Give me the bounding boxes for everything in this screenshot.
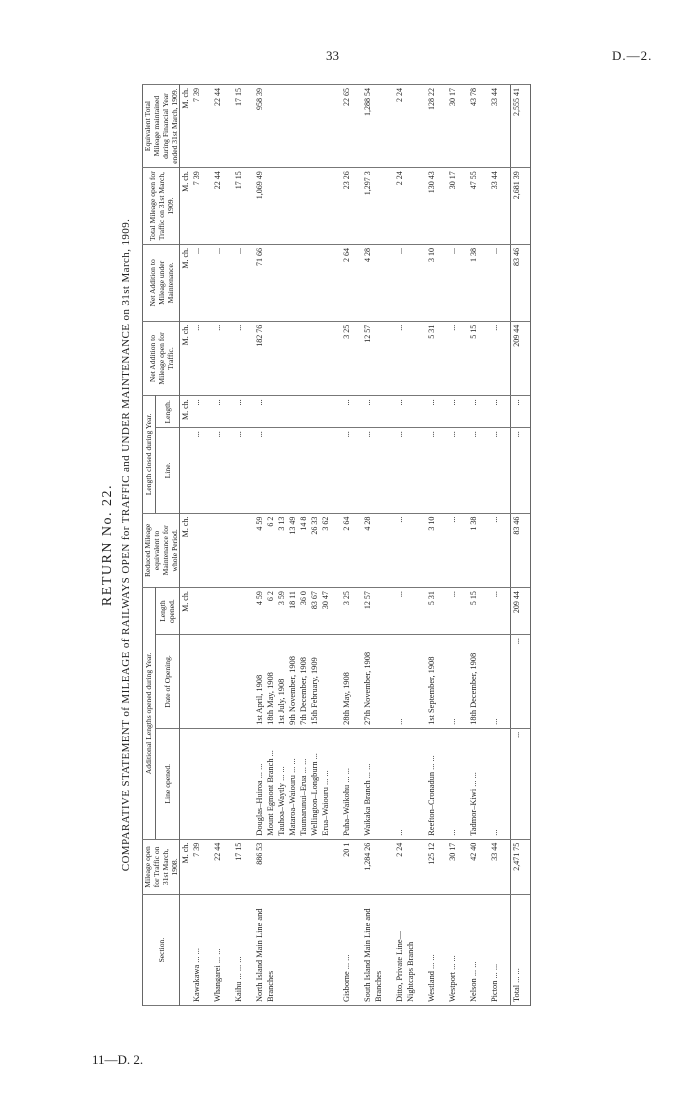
header-total-1909: Total Mileage open for Traffic on 31st March, 1909. — [143, 168, 180, 245]
total-1909: 17 15 — [233, 168, 254, 245]
length-opened-cell — [468, 588, 489, 635]
section-name: Westport ... ... — [448, 955, 457, 1002]
section-name-cell — [489, 895, 510, 1006]
section-name: Westland ... ... — [427, 954, 436, 1002]
mileage-table — [142, 84, 531, 1006]
closed-line: ... — [254, 428, 341, 513]
total-1909: 30 17 — [447, 168, 468, 245]
length-opened-cell — [212, 588, 233, 635]
mileage-1908: 20 1 — [341, 839, 362, 894]
unit-row — [180, 85, 192, 1006]
net-traffic: ... — [191, 321, 212, 396]
closed-line: ... — [489, 428, 510, 513]
line-opened-cell — [254, 728, 341, 839]
line-opened: Wellington–Longburn ... — [310, 753, 319, 836]
length-opened: 36 0 — [299, 591, 308, 606]
line-opened: Tadmor–Kiwi ... ... — [469, 772, 478, 836]
closed-line: ... — [191, 428, 212, 513]
total-net-maintenance: 83 46 — [510, 244, 530, 321]
net-maintenance: 2 64 — [341, 244, 362, 321]
header-closed-length: Length. — [155, 396, 179, 428]
line-opened: Mount Egmont Branch ... — [266, 750, 275, 836]
length-opened: 5 31 — [427, 591, 436, 606]
date-of-opening: 1st April, 1908 — [255, 674, 264, 725]
reduced-mileage: 13 49 — [288, 516, 297, 535]
header-mileage-1908: Mileage open for Traffic on 31st March, 1908. — [143, 839, 180, 894]
length-opened: 12 57 — [363, 591, 372, 610]
equivalent-mileage: 128 22 — [426, 85, 447, 168]
reduced-mileage-cell — [191, 513, 212, 588]
date-of-opening: 18th May, 1908 — [266, 672, 275, 725]
closed-length: ... — [191, 396, 212, 428]
total-1909: 7 39 — [191, 168, 212, 245]
section-name-cell — [468, 895, 489, 1006]
line-opened: Mataroa–Waiouru ... ... — [288, 758, 297, 836]
reduced-mileage-cell — [362, 513, 394, 588]
length-opened: 5 15 — [469, 591, 478, 606]
length-opened: 30 47 — [321, 591, 330, 610]
closed-line: ... — [212, 428, 233, 513]
reduced-mileage: ... — [490, 516, 499, 523]
mileage-1908: 2 24 — [394, 839, 426, 894]
line-opened: Tauhoa–Waytly ... ... — [277, 766, 286, 836]
unit-label: M. ch. — [180, 244, 192, 321]
table-row — [233, 85, 254, 1006]
reduced-mileage: ... — [395, 516, 404, 523]
line-opened: ... — [395, 829, 404, 836]
header-section: Section. — [143, 895, 180, 1006]
closed-line: ... — [233, 428, 254, 513]
header-date-of-opening: Date of Opening. — [155, 635, 179, 729]
length-opened: 3 59 — [277, 591, 286, 606]
section-name-cell — [341, 895, 362, 1006]
equivalent-mileage: 1,288 54 — [362, 85, 394, 168]
reduced-mileage: 26 33 — [310, 516, 319, 535]
net-maintenance: 71 66 — [254, 244, 341, 321]
section-name-cell — [254, 895, 341, 1006]
date-of-opening: ... — [448, 718, 457, 725]
reduced-mileage-cell — [212, 513, 233, 588]
line-opened-cell — [212, 728, 233, 839]
header-closed: Length closed during Year. — [143, 396, 156, 513]
total-equivalent: 2,555 41 — [510, 85, 530, 168]
date-of-opening: 9th November, 1908 — [288, 656, 297, 725]
line-opened-cell — [233, 728, 254, 839]
section-name: Kawakawa ... ... — [192, 948, 201, 1002]
length-opened-cell — [394, 588, 426, 635]
unit-label: M. ch. — [180, 588, 192, 635]
line-opened-cell — [394, 728, 426, 839]
reduced-mileage-cell — [394, 513, 426, 588]
date-of-opening: 7th December, 1908 — [299, 657, 308, 725]
date-of-opening: 27th November, 1908 — [363, 651, 372, 725]
date-of-opening-cell — [426, 635, 447, 729]
date-of-opening-cell — [468, 635, 489, 729]
section-name: Branches — [266, 970, 275, 1002]
net-maintenance: 4 28 — [362, 244, 394, 321]
date-of-opening-cell — [394, 635, 426, 729]
reduced-mileage: 3 10 — [427, 516, 436, 531]
header-net-traffic: Net Addition to Mileage open for Traffic. — [143, 321, 180, 396]
closed-length: ... — [233, 396, 254, 428]
reduced-mileage-cell — [426, 513, 447, 588]
length-opened-cell — [447, 588, 468, 635]
date-of-opening: 1st September, 1908 — [427, 656, 436, 725]
total-net-traffic: 209 44 — [510, 321, 530, 396]
mileage-1908: 125 12 — [426, 839, 447, 894]
closed-line: ... — [362, 428, 394, 513]
equivalent-mileage: 22 65 — [341, 85, 362, 168]
section-name: North Island Main Line and — [255, 908, 264, 1002]
reduced-mileage: 3 62 — [321, 516, 330, 531]
closed-line: ... — [447, 428, 468, 513]
total-line: ... — [510, 728, 530, 839]
total-1909: 2,681 39 — [510, 168, 530, 245]
closed-length: ... — [468, 396, 489, 428]
line-opened-cell — [489, 728, 510, 839]
line-opened-cell — [341, 728, 362, 839]
net-maintenance: ... — [489, 244, 510, 321]
section-name: Nightcaps Branch — [406, 941, 415, 1002]
length-opened-cell — [233, 588, 254, 635]
line-opened-cell — [426, 728, 447, 839]
date-of-opening: 18th December, 1908 — [469, 652, 478, 725]
net-maintenance: ... — [394, 244, 426, 321]
header-net-maintenance: Net Addition to Mileage under Maintenance. — [143, 244, 180, 321]
mileage-1908: 30 17 — [447, 839, 468, 894]
date-of-opening-cell — [447, 635, 468, 729]
page-number: 33 — [326, 48, 339, 63]
unit-label: M. ch. — [180, 168, 192, 245]
closed-length: ... — [362, 396, 394, 428]
closed-length: ... — [426, 396, 447, 428]
date-of-opening: ... — [395, 718, 404, 725]
net-traffic: 5 31 — [426, 321, 447, 396]
mileage-1908: 42 40 — [468, 839, 489, 894]
statement-title: COMPARATIVE STATEMENT of MILEAGE of RAILWAYS OPEN for TRAFFIC and UNDER MAINTENANCE on 31st March, 1909. — [120, 218, 132, 872]
section-name-cell — [426, 895, 447, 1006]
header-line-opened: Line opened. — [155, 728, 179, 839]
line-opened-cell — [191, 728, 212, 839]
length-opened: ... — [490, 591, 499, 598]
date-of-opening-cell — [254, 635, 341, 729]
date-of-opening-cell — [341, 635, 362, 729]
header-reduced: Reduced Mileage equivalent to Maintenance for whole Period. — [143, 513, 180, 588]
reduced-mileage-cell — [447, 513, 468, 588]
length-opened: ... — [395, 591, 404, 598]
closed-length: ... — [447, 396, 468, 428]
total-1909: 130 43 — [426, 168, 447, 245]
length-opened-cell — [191, 588, 212, 635]
line-opened: ... — [448, 829, 457, 836]
total-1909: 23 26 — [341, 168, 362, 245]
unit-label: M. ch. — [180, 321, 192, 396]
net-maintenance: 1 38 — [468, 244, 489, 321]
section-name-cell — [212, 895, 233, 1006]
date-of-opening: 1st July, 1908 — [277, 678, 286, 725]
line-opened-cell — [447, 728, 468, 839]
length-opened-cell — [362, 588, 394, 635]
section-name: Branches — [374, 970, 383, 1002]
section-name-cell — [233, 895, 254, 1006]
footer-code: 11—D. 2. — [92, 1052, 144, 1067]
total-closed-length: ... — [510, 396, 530, 428]
total-1909: 33 44 — [489, 168, 510, 245]
reduced-mileage: 14 8 — [299, 516, 308, 531]
total-row — [510, 85, 530, 1006]
net-traffic: 182 76 — [254, 321, 341, 396]
total-mileage-1908: 2,471 75 — [510, 839, 530, 894]
length-opened-cell — [426, 588, 447, 635]
total-1909: 1,297 3 — [362, 168, 394, 245]
total-1909: 2 24 — [394, 168, 426, 245]
reduced-mileage-cell — [489, 513, 510, 588]
equivalent-mileage: 17 15 — [233, 85, 254, 168]
table-row — [362, 85, 394, 1006]
line-opened: Puha–Waikohu ... ... — [342, 768, 351, 836]
unit-label: M. ch. — [180, 513, 192, 588]
mileage-1908: 7 39 — [191, 839, 212, 894]
table-row — [489, 85, 510, 1006]
unit-label: M. ch. — [180, 839, 192, 894]
net-maintenance: ... — [212, 244, 233, 321]
unit-label: M. ch. — [180, 396, 192, 428]
equivalent-mileage: 30 17 — [447, 85, 468, 168]
reduced-mileage-cell — [233, 513, 254, 588]
date-of-opening: ... — [490, 718, 499, 725]
total-1909: 47 55 — [468, 168, 489, 245]
section-name: Ditto, Private Line— — [395, 931, 404, 1002]
section-name: Picton ... ... — [490, 963, 499, 1002]
date-of-opening-cell — [362, 635, 394, 729]
line-opened-cell — [362, 728, 394, 839]
total-closed-line: ... — [510, 428, 530, 513]
closed-length: ... — [394, 396, 426, 428]
section-name: Kaihu ... ... ... — [234, 956, 243, 1002]
length-opened-cell — [341, 588, 362, 635]
net-traffic: 3 25 — [341, 321, 362, 396]
return-title: RETURN No. 22. — [100, 483, 115, 607]
reduced-mileage-cell — [341, 513, 362, 588]
reduced-mileage: 3 13 — [277, 516, 286, 531]
date-of-opening: 15th February, 1909 — [310, 657, 319, 725]
length-opened: 6 2 — [266, 591, 275, 602]
closed-line: ... — [341, 428, 362, 513]
total-1909: 1,069 49 — [254, 168, 341, 245]
length-opened: 3 25 — [342, 591, 351, 606]
total-label: Total ... ... — [510, 895, 530, 1006]
reduced-mileage: 6 2 — [266, 516, 275, 527]
length-opened: 18 11 — [288, 591, 297, 609]
date-of-opening-cell — [233, 635, 254, 729]
net-maintenance: ... — [191, 244, 212, 321]
total-1909: 22 44 — [212, 168, 233, 245]
table-row — [212, 85, 233, 1006]
equivalent-mileage: 2 24 — [394, 85, 426, 168]
length-opened: 83 67 — [310, 591, 319, 610]
reduced-mileage-cell — [468, 513, 489, 588]
line-opened: Reefton–Cronadun ... ... — [427, 755, 436, 836]
date-of-opening-cell — [191, 635, 212, 729]
rotated-return-table — [100, 80, 670, 1010]
length-opened-cell — [489, 588, 510, 635]
mileage-1908: 22 44 — [212, 839, 233, 894]
net-traffic: 5 15 — [468, 321, 489, 396]
unit-label: M. ch. — [180, 85, 192, 168]
closed-length: ... — [212, 396, 233, 428]
table-row — [468, 85, 489, 1006]
date-of-opening-cell — [489, 635, 510, 729]
equivalent-mileage: 958 39 — [254, 85, 341, 168]
header-equivalent: Equivalent Total Mileage maintained during Financial Year ended 31st March, 1909. — [143, 85, 180, 168]
line-opened: ... — [490, 829, 499, 836]
section-name-cell — [191, 895, 212, 1006]
closed-length: ... — [341, 396, 362, 428]
mileage-1908: 1,284 26 — [362, 839, 394, 894]
reduced-mileage: ... — [448, 516, 457, 523]
table-row — [341, 85, 362, 1006]
date-of-opening: 28th May, 1908 — [342, 672, 351, 725]
total-reduced: 83 46 — [510, 513, 530, 588]
reduced-mileage: 2 64 — [342, 516, 351, 531]
closed-length: ... — [489, 396, 510, 428]
table-row — [447, 85, 468, 1006]
table-row — [426, 85, 447, 1006]
header-closed-line: Line. — [155, 428, 179, 513]
closed-line: ... — [468, 428, 489, 513]
header-additional: Additional Lengths opened during Year. — [143, 588, 156, 840]
closed-line: ... — [394, 428, 426, 513]
table-row — [254, 85, 341, 1006]
section-name: Gisborne ... ... — [342, 954, 351, 1002]
closed-length: ... — [254, 396, 341, 428]
reduced-mileage: 1 38 — [469, 516, 478, 531]
section-name-cell — [362, 895, 394, 1006]
net-maintenance: ... — [233, 244, 254, 321]
section-name-cell — [394, 895, 426, 1006]
equivalent-mileage: 33 44 — [489, 85, 510, 168]
length-opened: ... — [448, 591, 457, 598]
net-traffic: ... — [447, 321, 468, 396]
net-traffic: ... — [489, 321, 510, 396]
net-traffic: 12 57 — [362, 321, 394, 396]
section-name: South Island Main Line and — [363, 908, 372, 1002]
equivalent-mileage: 22 44 — [212, 85, 233, 168]
length-opened-cell — [254, 588, 341, 635]
header-length-opened: Length opened. — [155, 588, 179, 635]
net-maintenance: ... — [447, 244, 468, 321]
document-code: D.—2. — [612, 48, 653, 63]
mileage-1908: 886 53 — [254, 839, 341, 894]
line-opened: Waikaka Branch ... ... — [363, 763, 372, 836]
net-traffic: ... — [233, 321, 254, 396]
total-date: ... — [510, 635, 530, 729]
section-name-cell — [447, 895, 468, 1006]
mileage-1908: 17 15 — [233, 839, 254, 894]
equivalent-mileage: 43 78 — [468, 85, 489, 168]
section-name: Nelson ... ... — [469, 961, 478, 1002]
line-opened: Erua–Waiouru ... ... — [321, 770, 330, 836]
reduced-mileage-cell — [254, 513, 341, 588]
mileage-1908: 33 44 — [489, 839, 510, 894]
length-opened: 4 59 — [255, 591, 264, 606]
net-traffic: ... — [394, 321, 426, 396]
line-opened: Taumarunui–Erua ... ... — [299, 758, 308, 836]
line-opened-cell — [468, 728, 489, 839]
net-maintenance: 3 10 — [426, 244, 447, 321]
line-opened: Douglas–Huiroa ... ... — [255, 763, 264, 836]
total-length-opened: 209 44 — [510, 588, 530, 635]
section-name: Whangarei ... ... — [213, 948, 222, 1002]
net-traffic: ... — [212, 321, 233, 396]
closed-line: ... — [426, 428, 447, 513]
table-row — [191, 85, 212, 1006]
equivalent-mileage: 7 39 — [191, 85, 212, 168]
date-of-opening-cell — [212, 635, 233, 729]
reduced-mileage: 4 28 — [363, 516, 372, 531]
table-row — [394, 85, 426, 1006]
reduced-mileage: 4 59 — [255, 516, 264, 531]
